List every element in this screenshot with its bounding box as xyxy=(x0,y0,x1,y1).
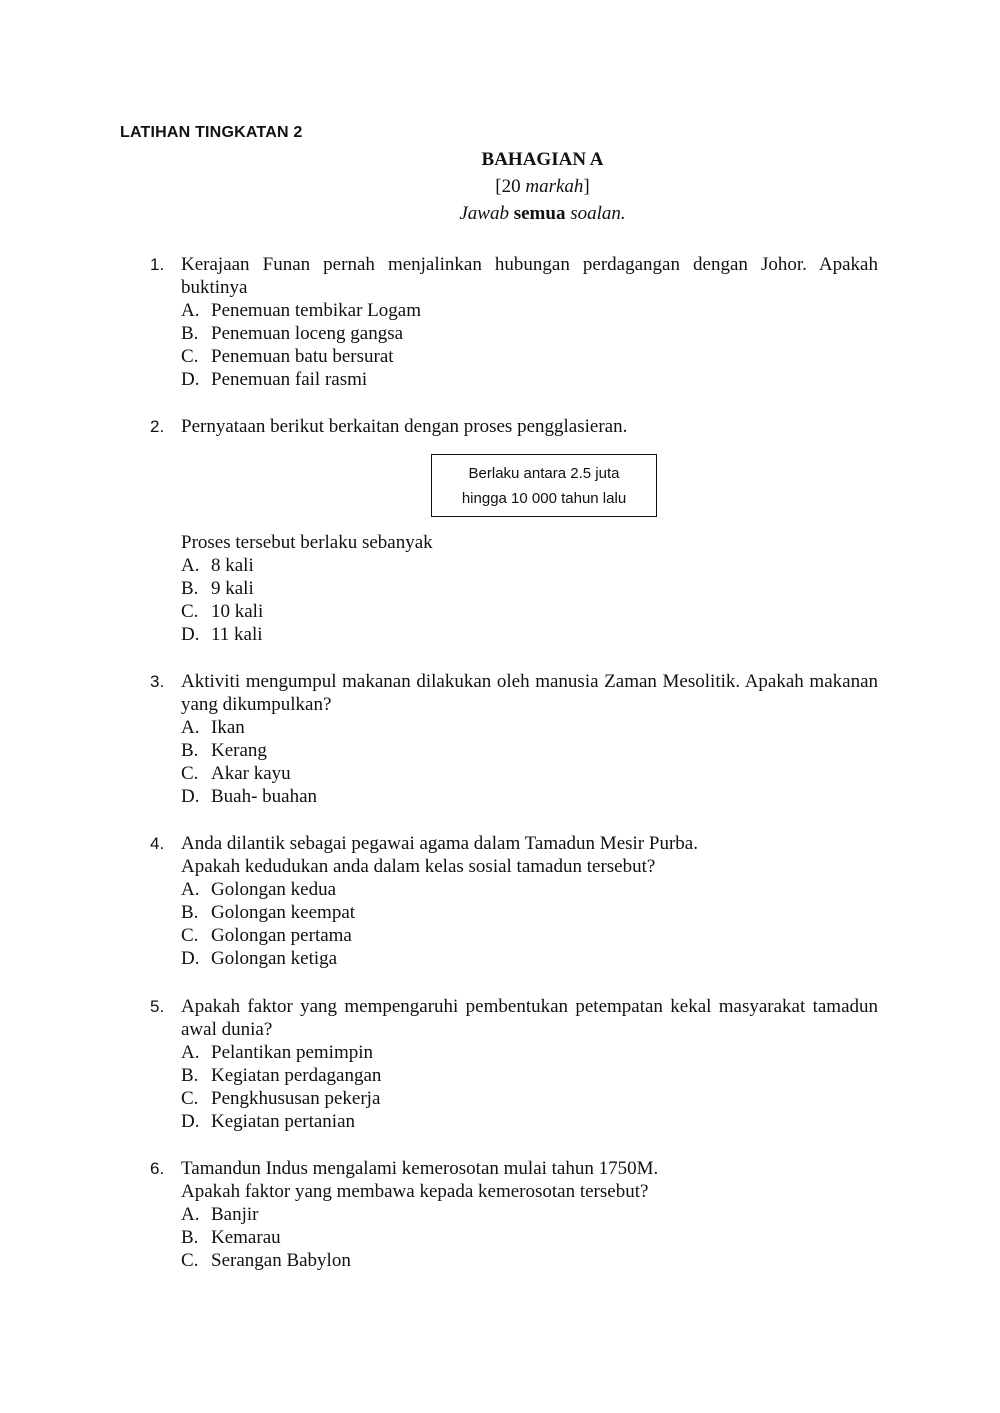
marks-label: [20 markah] xyxy=(495,176,590,197)
option-c: C. Pengkhususan pekerja xyxy=(181,1088,381,1109)
question-text: Pernyataan berikut berkaitan dengan proses pengglasieran. xyxy=(181,416,628,437)
question-number: 3. xyxy=(150,672,165,691)
option-a: A. Pelantikan pemimpin xyxy=(181,1042,374,1063)
option-c: C. Serangan Babylon xyxy=(181,1250,351,1271)
option-b: B. Golongan keempat xyxy=(181,902,356,923)
option-a: A. Banjir xyxy=(181,1204,259,1225)
instructions: Jawab semua soalan. xyxy=(459,203,626,224)
question-1 xyxy=(150,253,878,391)
question-3 xyxy=(150,670,878,808)
document-title: LATIHAN TINGKATAN 2 xyxy=(120,124,303,141)
option-a: A. Golongan kedua xyxy=(181,879,337,900)
option-c: C. Penemuan batu bersurat xyxy=(181,346,394,367)
question-text: Aktiviti mengumpul makanan dilakukan oleh manusia Zaman Mesolitik. Apakah makanan yang dikumpulkan? xyxy=(181,671,878,715)
question-text: Apakah kedudukan anda dalam kelas sosial tamadun tersebut? xyxy=(181,856,656,877)
statement-line: hingga 10 000 tahun lalu xyxy=(461,490,627,507)
question-text: Tamandun Indus mengalami kemerosotan mulai tahun 1750M. xyxy=(181,1158,659,1179)
question-text: Anda dilantik sebagai pegawai agama dalam Tamadun Mesir Purba. xyxy=(181,833,698,854)
question-number: 2. xyxy=(150,417,165,436)
question-4 xyxy=(150,832,878,970)
option-b: B. Penemuan loceng gangsa xyxy=(181,323,404,344)
question-number: 4. xyxy=(150,834,165,853)
question-5 xyxy=(150,995,878,1133)
option-d: D. Kegiatan pertanian xyxy=(181,1111,356,1132)
question-prompt: Proses tersebut berlaku sebanyak xyxy=(181,532,433,553)
option-b: B. Kegiatan perdagangan xyxy=(181,1065,382,1086)
section-heading: BAHAGIAN A xyxy=(481,149,604,170)
question-6 xyxy=(150,1157,878,1272)
option-d: D. Golongan ketiga xyxy=(181,948,338,969)
option-b: B. 9 kali xyxy=(181,578,254,599)
question-text: Apakah faktor yang mempengaruhi pembentukan petempatan kekal masyarakat tamadun awal dunia? xyxy=(181,996,878,1040)
question-text: Apakah faktor yang membawa kepada kemerosotan tersebut? xyxy=(181,1181,649,1202)
option-d: D. Buah- buahan xyxy=(181,786,318,807)
option-b: B. Kerang xyxy=(181,740,267,761)
option-b: B. Kemarau xyxy=(181,1227,281,1248)
statement-line: Berlaku antara 2.5 juta xyxy=(468,465,620,482)
question-2-prompt xyxy=(150,531,878,646)
question-number: 6. xyxy=(150,1159,165,1178)
question-number: 5. xyxy=(150,997,165,1016)
question-text: Kerajaan Funan pernah menjalinkan hubungan perdagangan dengan Johor. Apakah buktinya xyxy=(181,254,878,298)
option-a: A. Ikan xyxy=(181,717,245,738)
option-a: A. 8 kali xyxy=(181,555,254,576)
option-c: C. 10 kali xyxy=(181,601,264,622)
option-d: D. 11 kali xyxy=(181,624,263,645)
statement-box xyxy=(431,454,657,517)
option-d: D. Penemuan fail rasmi xyxy=(181,369,368,390)
option-c: C. Akar kayu xyxy=(181,763,291,784)
option-a: A. Penemuan tembikar Logam xyxy=(181,300,421,321)
question-number: 1. xyxy=(150,255,165,274)
option-c: C. Golongan pertama xyxy=(181,925,352,946)
question-2 xyxy=(150,415,878,438)
